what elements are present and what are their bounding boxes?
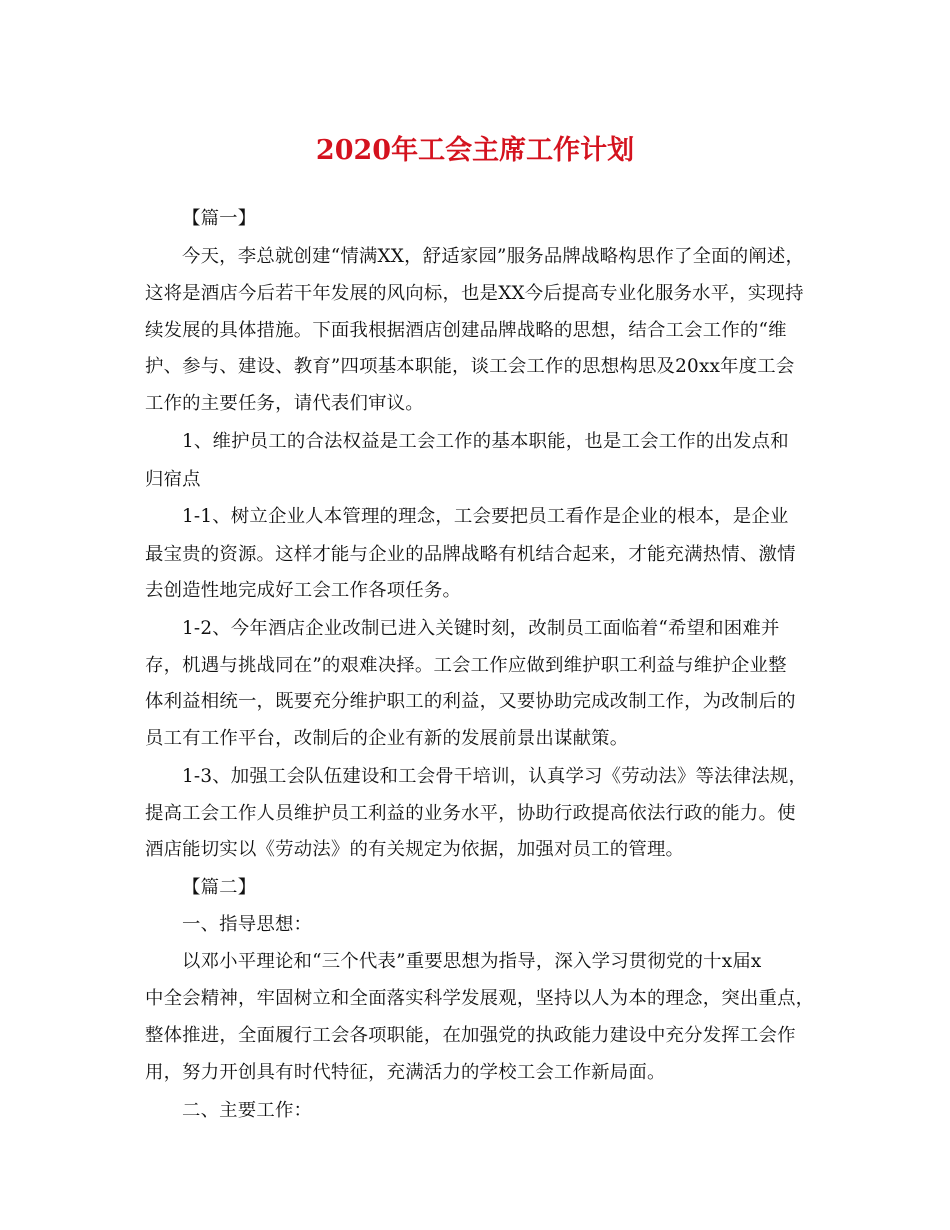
text-line: 1-3、加强工会队伍建设和工会骨干培训，认真学习《劳动法》等法律法规，: [182, 766, 808, 787]
text-line: 员工有工作平台，改制后的企业有新的发展前景出谋献策。: [145, 728, 629, 749]
text-line: 工作的主要任务，请代表们审议。: [145, 393, 424, 414]
text-line: 去创造性地完成好工会工作各项任务。: [145, 580, 462, 601]
text-line: 1-1、树立企业人本管理的理念，工会要把员工看作是企业的根本，是企业: [182, 506, 789, 527]
text-line: 用，努力开创具有时代特征，充满活力的学校工会工作新局面。: [145, 1062, 666, 1083]
text-line: 归宿点: [145, 469, 201, 490]
text-line: 1、维护员工的合法权益是工会工作的基本职能，也是工会工作的出发点和: [182, 431, 789, 452]
text-line: 续发展的具体措施。下面我根据酒店创建品牌战略的思想，结合工会工作的“维: [145, 320, 787, 341]
text-line: 一、指导思想：: [182, 914, 313, 935]
text-line: 整体推进，全面履行工会各项职能，在加强党的执政能力建设中充分发挥工会作: [145, 1025, 796, 1046]
text-line: 这将是酒店今后若干年发展的风向标，也是XX今后提高专业化服务水平，实现持: [145, 283, 804, 304]
text-line: 二、主要工作：: [182, 1100, 313, 1121]
text-line: 以邓小平理论和“三个代表”重要思想为指导，深入学习贯彻党的十x届x: [182, 951, 762, 972]
text-line: 【篇一】: [182, 208, 257, 229]
text-line: 酒店能切实以《劳动法》的有关规定为依据，加强对员工的管理。: [145, 839, 685, 860]
text-line: 1-2、今年酒店企业改制已进入关键时刻，改制员工面临着“希望和困难并: [182, 618, 780, 639]
text-line: 存，机遇与挑战同在”的艰难决择。工会工作应做到维护职工利益与维护企业整: [145, 655, 787, 676]
text-line: 今天，李总就创建“情满XX，舒适家园”服务品牌战略构思作了全面的阐述，: [182, 246, 805, 267]
text-line: 提高工会工作人员维护员工利益的业务水平，协助行政提高依法行政的能力。使: [145, 803, 796, 824]
text-line: 护、参与、建设、教育”四项基本职能，谈工会工作的思想构思及20xx年度工会: [145, 356, 795, 377]
text-line: 中全会精神，牢固树立和全面落实科学发展观，坚持以人为本的理念，突出重点，: [145, 988, 815, 1009]
document-title: 2020年工会主席工作计划: [315, 135, 635, 166]
text-line: 【篇二】: [182, 877, 257, 898]
text-line: 最宝贵的资源。这样才能与企业的品牌战略有机结合起来，才能充满热情、激情: [145, 544, 796, 565]
text-line: 体利益相统一，既要充分维护职工的利益，又要协助完成改制工作，为改制后的: [145, 691, 796, 712]
